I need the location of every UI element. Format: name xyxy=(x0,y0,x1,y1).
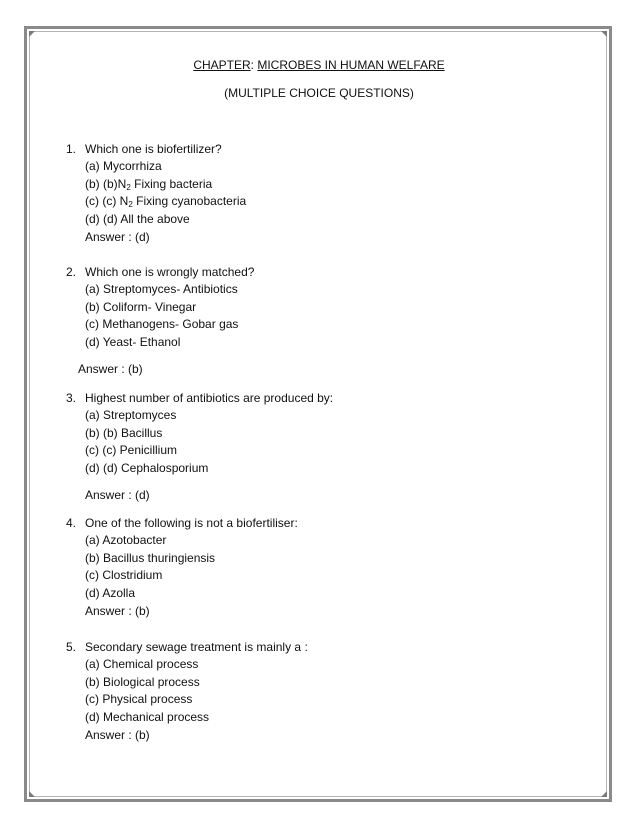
question-line xyxy=(66,638,586,656)
chapter-heading xyxy=(0,58,638,72)
question-4 xyxy=(66,514,586,620)
border-corner-bottom-right xyxy=(601,791,607,797)
option-c: (c) Methanogens- Gobar gas xyxy=(85,317,239,331)
chapter-title: MICROBES IN HUMAN WELFARE xyxy=(257,58,445,72)
option-c: (c) Clostridium xyxy=(85,568,163,582)
option-b-suffix: Fixing bacteria xyxy=(130,176,213,191)
option-b: (b) (b) Bacillus xyxy=(85,425,163,440)
section-subtitle: (MULTIPLE CHOICE QUESTIONS) xyxy=(224,86,414,100)
question-line xyxy=(66,389,586,407)
option-b: (b) Biological process xyxy=(85,674,200,689)
question-1 xyxy=(66,140,586,246)
question-number: 5. xyxy=(66,640,77,654)
option-b-subscript: 2 xyxy=(126,182,131,192)
option-b xyxy=(85,176,586,194)
question-text: Secondary sewage treatment is mainly a : xyxy=(85,640,308,654)
answer: Answer : (d) xyxy=(85,488,150,502)
chapter-separator: : xyxy=(250,58,258,72)
option-d: (d) Yeast- Ethanol xyxy=(85,334,181,349)
option-d: (d) (d) Cephalosporium xyxy=(85,460,209,475)
question-text: Which one is wrongly matched? xyxy=(85,265,255,279)
option-c-prefix: (c) (c) N xyxy=(85,194,129,208)
option-c-suffix: Fixing cyanobacteria xyxy=(132,194,247,208)
question-line xyxy=(66,140,586,158)
border-corner-top-right xyxy=(601,31,607,37)
option-d: (d) Azolla xyxy=(85,585,136,600)
option-c: (c) (c) Penicillium xyxy=(85,443,178,457)
option-c xyxy=(85,193,586,211)
question-text: Highest number of antibiotics are produced by: xyxy=(85,391,334,405)
border-corner-bottom-left xyxy=(29,791,35,797)
answer: Answer : (b) xyxy=(85,728,150,742)
question-3 xyxy=(66,389,586,504)
question-2 xyxy=(66,263,586,378)
question-number: 2. xyxy=(66,265,77,279)
question-number: 3. xyxy=(66,391,77,405)
chapter-label: CHAPTER xyxy=(193,58,251,72)
option-b: (b) Coliform- Vinegar xyxy=(85,299,197,314)
answer: Answer : (d) xyxy=(85,230,150,244)
question-5 xyxy=(66,638,586,744)
answer: Answer : (b) xyxy=(78,362,143,376)
question-text: One of the following is not a biofertiliser: xyxy=(85,516,298,530)
option-a: (a) Chemical process xyxy=(85,657,199,671)
option-c: (c) Physical process xyxy=(85,692,193,706)
question-number: 1. xyxy=(66,142,77,156)
option-a: (a) Mycorrhiza xyxy=(85,159,162,173)
option-a: (a) Azotobacter xyxy=(85,533,167,547)
option-a: (a) Streptomyces- Antibiotics xyxy=(85,282,238,296)
question-text: Which one is biofertilizer? xyxy=(85,142,222,156)
option-c-subscript: 2 xyxy=(128,200,133,209)
answer: Answer : (b) xyxy=(85,604,150,618)
question-line xyxy=(66,514,586,532)
question-line xyxy=(66,263,586,281)
option-b-prefix: (b) (b)N xyxy=(85,176,127,191)
option-d: (d) Mechanical process xyxy=(85,709,210,724)
option-b: (b) Bacillus thuringiensis xyxy=(85,550,216,565)
option-d: (d) (d) All the above xyxy=(85,211,190,226)
border-corner-top-left xyxy=(29,31,35,37)
option-a: (a) Streptomyces xyxy=(85,408,177,422)
question-number: 4. xyxy=(66,516,77,530)
